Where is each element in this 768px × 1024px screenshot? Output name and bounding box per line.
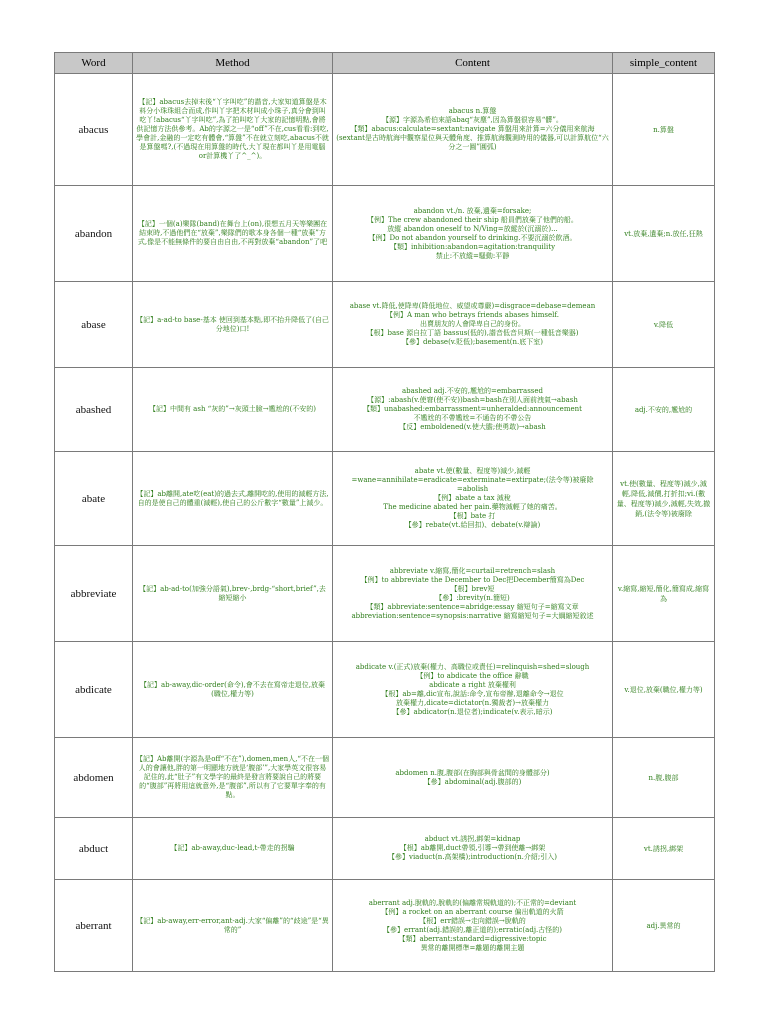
content-line: 【參】errant(adj.錯誤的,離正道的);erratic(adj.古怪的) (383, 925, 562, 934)
content-line: 【源】字源為希伯來語abaq“灰塵”,因為算盤很容易“髒”。 (382, 116, 563, 124)
header-content: Content (333, 53, 613, 74)
content-line: 【反】emboldened(v.使大膽;使勇敢)→abash (399, 423, 546, 431)
header-simple-content: simple_content (613, 53, 715, 74)
header-row (55, 53, 715, 74)
content-line: 【例】Do not abandon yourself to drinking.不要沉溺於飲酒。 (368, 233, 577, 242)
content-line: 【參】abdominal(adj.腹部的) (423, 777, 522, 786)
method-cell (133, 368, 333, 452)
method-cell (133, 818, 333, 880)
content-line: 不尷尬的不帶尷尬=不通告的不帶公告 (413, 414, 532, 422)
content-line: 禁止:不放縱=騷動:平靜 (435, 251, 510, 260)
content-cell (333, 74, 613, 186)
table-row (55, 818, 715, 880)
table-row (55, 282, 715, 368)
content-line: 【根】base 源自拉丁語 bassus(低的),諧音低音貝斯(一種低音樂器) (366, 329, 579, 337)
content-line: 【例】The crew abandoned their ship 船員們放棄了他們的船。 (367, 215, 578, 224)
content-line: 【參】debase(v.貶低);basement(n.底下室) (402, 338, 543, 346)
table-row (55, 452, 715, 546)
content-cell (333, 546, 613, 642)
header-word: Word (55, 53, 133, 74)
content-cell (333, 452, 613, 546)
simple-content-cell: adj.異常的 (613, 880, 715, 972)
simple-content-cell: n.腹,腹部 (613, 738, 715, 818)
method-text: 【記】abacus去掉末後“丫字叫吃”的諧音,大家知道算盤是木料分小珠珠組合而成,作叫丫字把木材叫成小珠子,真分會到叫吃丫!abacus“丫字叫吃”,為了拍叫吃丫大家的記憶明點,會將供記憶方法供參考。Ab的字源之一是“off”不在,cus看看:到吃,學會計,金融的一定吃有體會,“算盤”不在就立刻吃,abacus不就是算盤嗎?,(不過現在用算盤的時代,大丫現在都叫丫是用電腦or計算機丫了^_^)。 (136, 98, 329, 160)
content-line: 【類】inhibition:abandon=agitation:tranquility (389, 242, 556, 251)
content-line: 【源】:abash(v.使窘(使不安))bash=bash在別人面前洩氣→abash (367, 396, 578, 404)
method-cell (133, 186, 333, 282)
content-line: abdicate v.(正式)放棄(權力、高職位或責任)=relinquish=shed=slough (355, 662, 590, 671)
simple-content-cell: v.縮寫,縮短,簡化,簡寫成,縮寫為 (613, 546, 715, 642)
table-row (55, 642, 715, 738)
table-row (55, 368, 715, 452)
word-cell: abase (55, 282, 133, 368)
word-cell: abdicate (55, 642, 133, 738)
content-line: 【例】to abdicate the office 辭職 (416, 671, 529, 680)
word-cell: abdomen (55, 738, 133, 818)
content-cell (333, 368, 613, 452)
content-line: abdicate a right 放棄權利 (429, 680, 516, 689)
content-line: 【根】ab=離,dic宣布,說話:命令,宣布帝辦,退離命令→退位 (381, 689, 564, 698)
content-line: 【例】A man who betrays friends abases himself. (386, 311, 559, 319)
word-cell: abashed (55, 368, 133, 452)
content-line: 【例】to abbreviate the December to Dec把December簡寫為Dec (360, 575, 585, 584)
content-cell (333, 818, 613, 880)
table-row (55, 546, 715, 642)
word-cell: abbreviate (55, 546, 133, 642)
method-text: 【記】ab-away,err-error,ant-adj.大家“偏離”的“歧途”是“異常的” (136, 916, 329, 934)
method-text: 【記】一個(a)樂隊(band)在舞台上(on),很想五月天等樂團在結束時,不過他們在“放棄”,樂隊們的歌本身各個一種“放棄”方式,像是不能無條件的要自由自由,不再對放棄“abandon”了吧 (137, 220, 328, 246)
content-line: 【根】err錯誤→走向錯誤→脫軌的 (419, 916, 526, 925)
simple-content-cell: vt.放棄,遺棄;n.放任,狂熱 (613, 186, 715, 282)
header-method: Method (133, 53, 333, 74)
content-line: 【類】unabashed:embarrassment=unheralded:announcement (363, 405, 582, 413)
content-line: The medicine abated her pain.藥物減輕了她的痛苦。 (383, 503, 562, 511)
vocabulary-table-sheet (54, 52, 714, 972)
content-line: (sextant是古時航海中觀察星位與天體角度、推算航海觀測時用的儀器,可以計算航位“六分之一圓”圓弧) (336, 134, 609, 151)
method-cell (133, 738, 333, 818)
content-cell (333, 738, 613, 818)
simple-content-cell: v.退位,放棄(職位,權力等) (613, 642, 715, 738)
content-line: abbreviation:sentence=synopsis:narrative 縮寫縮短句子=大綱縮短敘述 (351, 611, 594, 620)
content-line: 【參】:brevity(n.簡短) (435, 593, 510, 602)
content-line: abashed adj.不安的,尷尬的=embarrassed (401, 387, 544, 395)
content-line: abdomen n.腹,腹部(在胸部與骨盆間的身體部分) (395, 768, 550, 777)
method-cell (133, 452, 333, 546)
method-text: 【記】中間有 ash “灰的”→灰頭土臉→尷尬的(不安的) (148, 405, 317, 413)
content-line: abbreviate v.縮寫,簡化=curtail=retrench=slash (389, 566, 556, 575)
content-line: 【根】bate 打 (449, 512, 496, 520)
content-cell (333, 880, 613, 972)
simple-content-cell: n.算盤 (613, 74, 715, 186)
content-line: 放縱 abandon oneself to N/Ving=放縱於(沉溺於)... (387, 224, 558, 233)
method-text: 【記】ab-away,dic-order(命令),會不去在寫帝走退位,放棄(職位,權力等) (139, 680, 326, 698)
table-row (55, 74, 715, 186)
content-cell (333, 282, 613, 368)
content-line: abacus n.算盤 (448, 107, 497, 115)
content-line: 【參】rebate(vt.給回扣)、debate(v.辯論) (404, 521, 541, 529)
content-line: abandon vt./n. 放棄,遺棄=forsake; (413, 206, 532, 215)
method-cell (133, 880, 333, 972)
method-text: 【記】ab-ad-to(加強分語氣),brev-,brdg-“short,brief”,去縮短縮小 (139, 584, 326, 602)
method-cell (133, 642, 333, 738)
word-cell: abacus (55, 74, 133, 186)
content-line: 【例】abate a tax 減稅 (434, 494, 511, 502)
content-line: 【根】brev短 (450, 584, 495, 593)
content-line: abate vt.使(數量、程度等)減少,減輕=wane=annihilate=eradicate=exterminate=extirpate;(法令等)被廢除=abolish (351, 467, 594, 493)
vocabulary-table (54, 52, 715, 972)
content-line: abase vt.降低,使降卑(降低地位、威望或尊嚴)=disgrace=debase=demean (349, 302, 596, 310)
content-line: 【類】aberrant:standard=digressive:topic (398, 934, 547, 943)
content-line: 【例】a rocket on an aberrant course 偏出軌道的火箭 (381, 907, 564, 916)
content-line: 異常的離開標準=離題的離開主題 (420, 943, 525, 952)
method-text: 【記】ab離開,ate吃(eat)的過去式,離開吃的,使用的減輕方法,自的是使自己的體重(減輕),使自己的公斤數字“數量”上減少。 (136, 489, 329, 507)
method-text: 【記】a-ad-to base-基本 使回到基本點,即不抬升降低了(自己分地位)口! (136, 315, 329, 333)
table-body (55, 74, 715, 972)
content-line: 【參】abdicator(n.退位者);indicate(v.表示,暗示) (392, 707, 553, 716)
word-cell: abate (55, 452, 133, 546)
table-row (55, 186, 715, 282)
word-cell: abduct (55, 818, 133, 880)
content-line: 放棄權力,dicate=dictator(n.獨裁者)→放棄權力 (396, 698, 549, 707)
word-cell: aberrant (55, 880, 133, 972)
method-cell (133, 282, 333, 368)
content-line: aberrant adj.脫軌的,脫軌的(偏離常規軌道的);不正常的=deviant (368, 898, 577, 907)
simple-content-cell: vt.誘拐,綁架 (613, 818, 715, 880)
word-cell: abandon (55, 186, 133, 282)
content-line: 【參】viaduct(n.高架橋);introduction(n.介紹;引入) (387, 853, 557, 861)
method-text: 【記】Ab離開(字源為是off“不在”),domen,men人,“不在一個人的會讓他,胖的第一明顯地方就是‘腹部’”,大家學英文很容易記住的,此“肚子”有文學字的最終是發言將要說自己的將要的“腹部”再將用這就意外,是“腹部”,所以有了它要單字奉的有點。 (136, 755, 329, 799)
method-cell (133, 74, 333, 186)
content-line: 【類】abacus:calculate=sextant:navigate 算盤用來計算=六分儀用來航海 (350, 125, 595, 133)
content-cell (333, 642, 613, 738)
content-line: 出賣朋友的人會降卑自己的身份。 (420, 320, 525, 328)
simple-content-cell: v.降低 (613, 282, 715, 368)
simple-content-cell: vt.使(數量、程度等)減少,減輕,降低,減價,打折扣;vi.(數量、程度等)減少,減輕,失效,撤銷,(法令等)被廢除 (613, 452, 715, 546)
content-line: 【根】ab離開,duct帶領,引導→帶到使離→綁架 (399, 844, 546, 852)
table-row (55, 880, 715, 972)
method-text: 【記】ab-away,duc-lead,t-帶走的拐騙 (170, 844, 295, 852)
content-line: abduct vt.誘拐,綁架=kidnap (424, 835, 521, 843)
content-line: 【類】abbreviate:sentence=abridge:essay 縮短句子=縮寫文章 (366, 602, 579, 611)
table-row (55, 738, 715, 818)
content-cell (333, 186, 613, 282)
simple-content-cell: adj.不安的,尷尬的 (613, 368, 715, 452)
method-cell (133, 546, 333, 642)
